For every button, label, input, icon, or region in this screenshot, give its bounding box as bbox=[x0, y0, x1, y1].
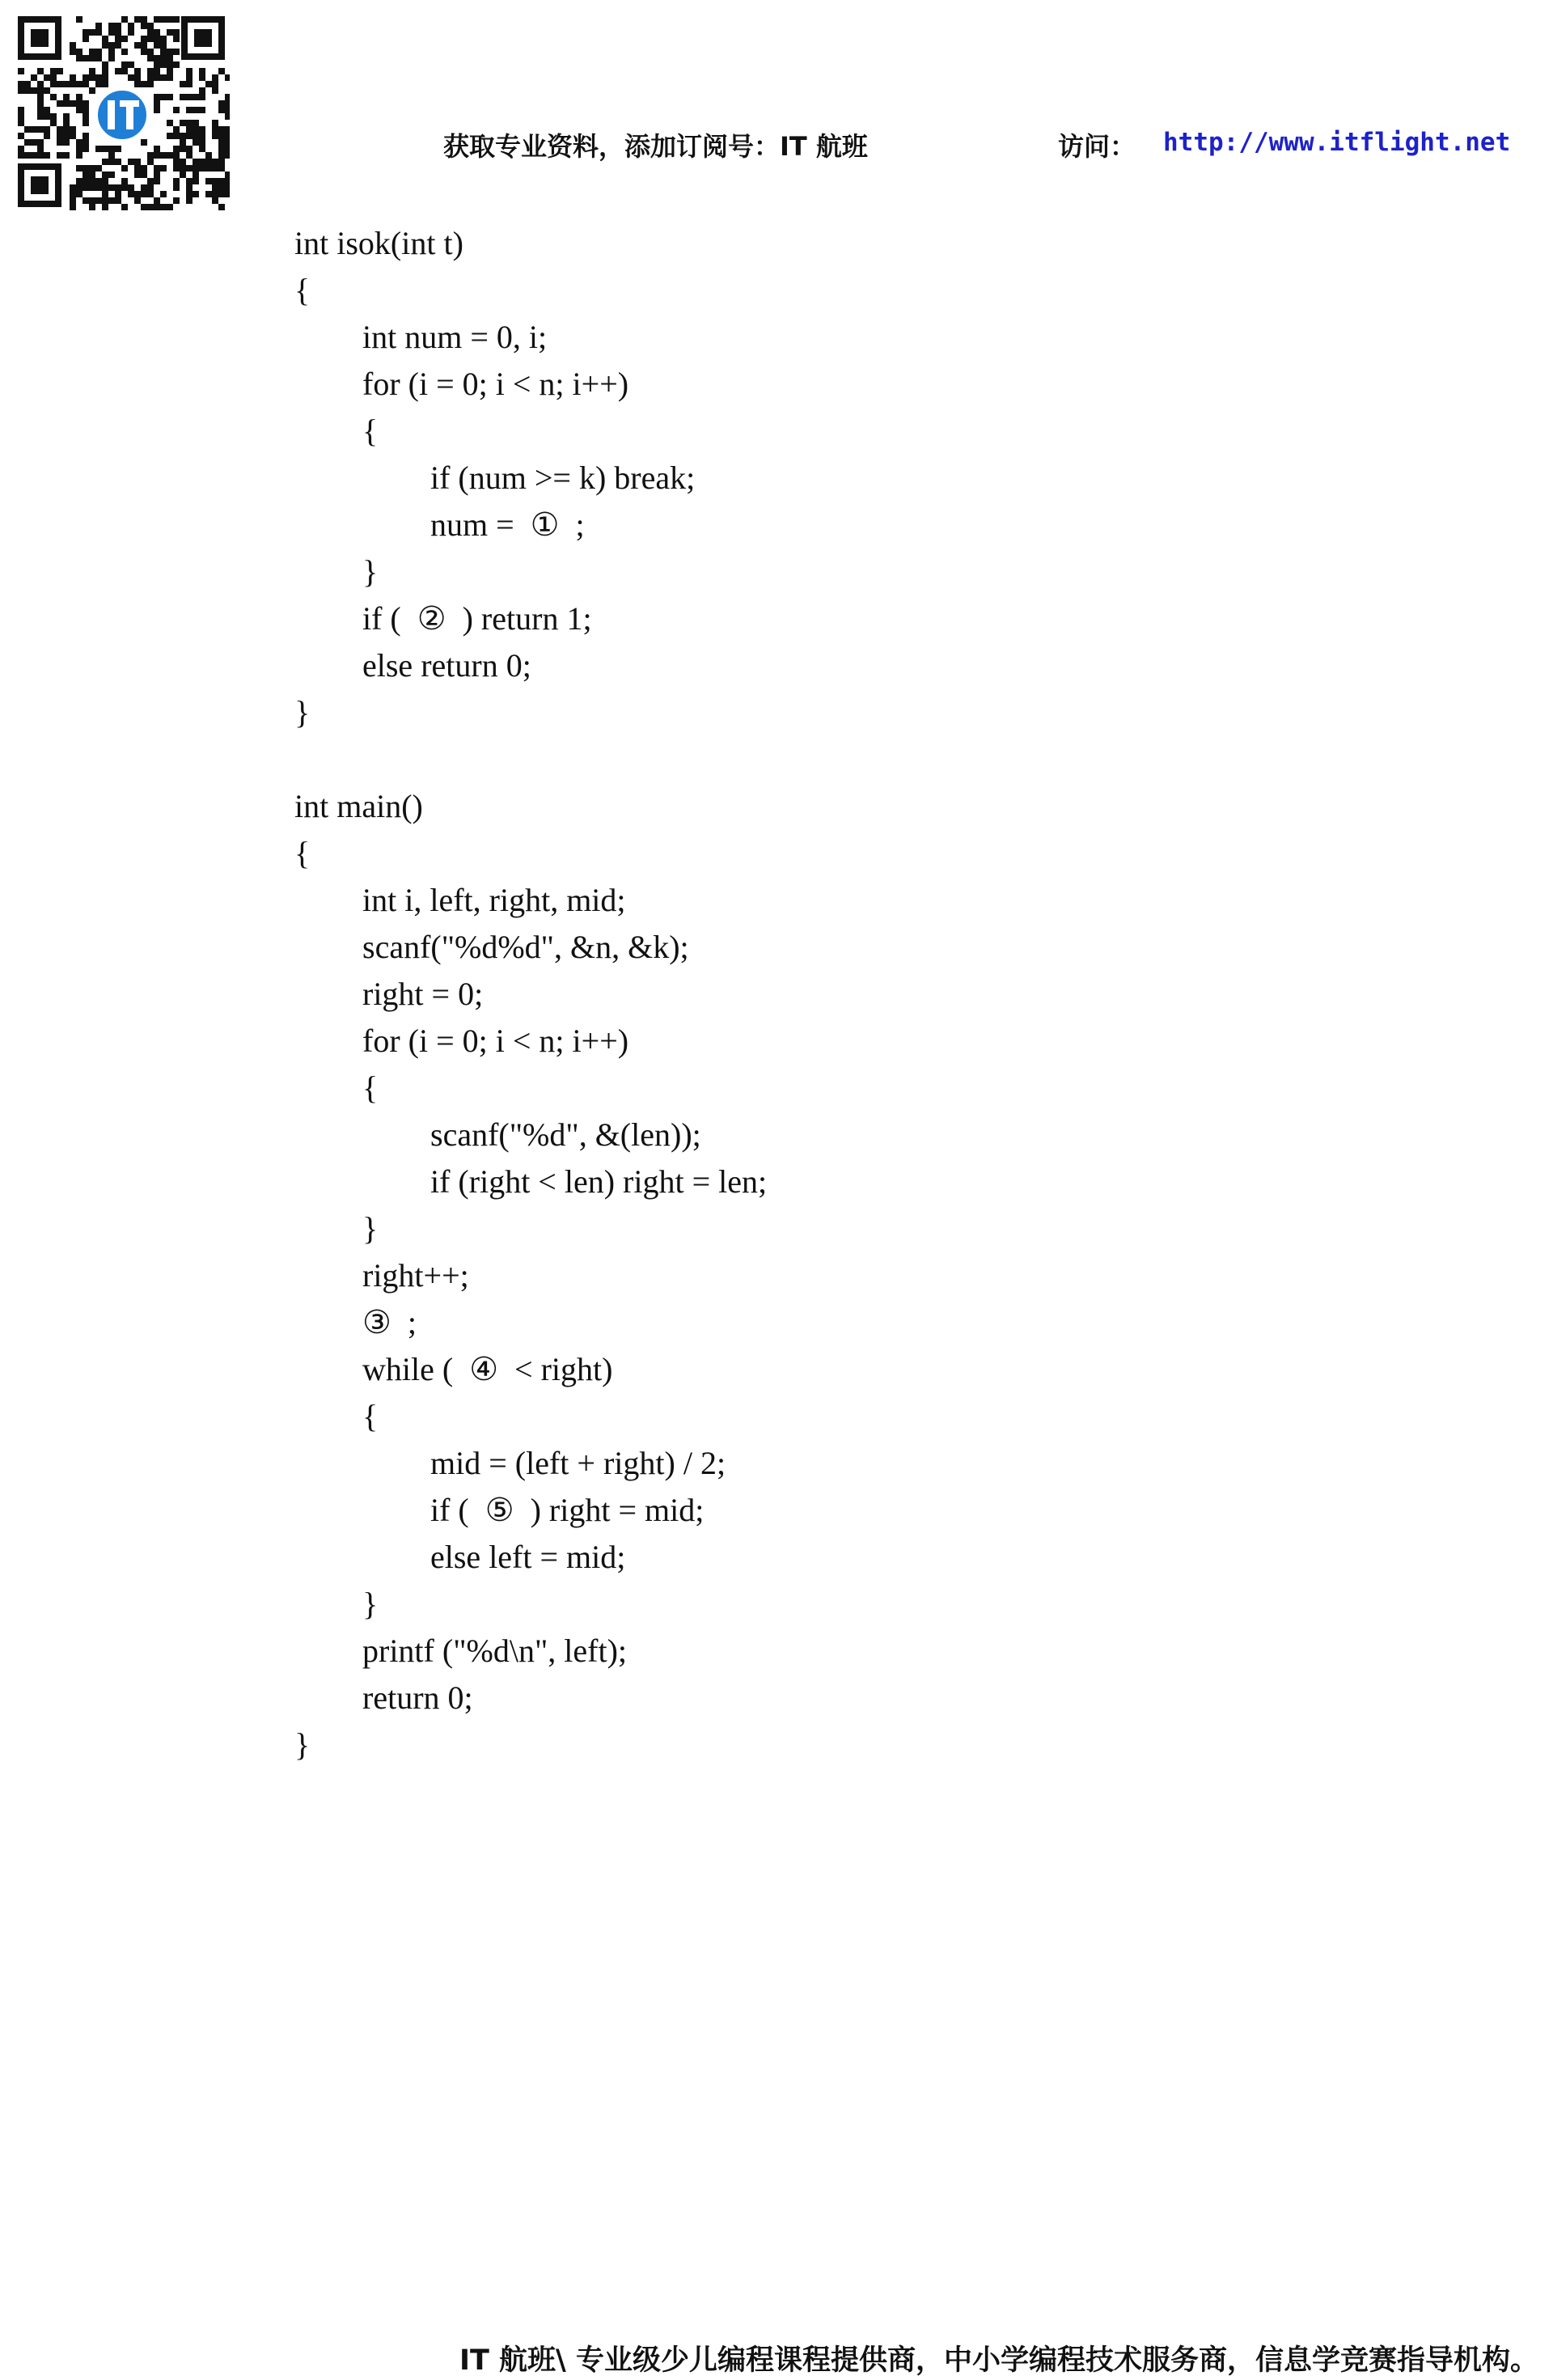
code-line: for (i = 0; i < n; i++) bbox=[362, 366, 629, 402]
code-line: { bbox=[362, 1069, 379, 1106]
code-line: else return 0; bbox=[362, 647, 531, 684]
code-line: } bbox=[294, 694, 311, 731]
website-link[interactable]: http://www.itflight.net bbox=[1163, 128, 1511, 157]
code-line: if ( ⑤ ) right = mid; bbox=[430, 1492, 705, 1528]
qr-code-logo-icon bbox=[15, 13, 230, 210]
visit-label: 访问： bbox=[1058, 131, 1136, 162]
code-listing bbox=[0, 220, 1553, 1789]
code-line: int num = 0, i; bbox=[362, 319, 548, 355]
code-line: num = ① ; bbox=[430, 506, 585, 543]
code-line: scanf("%d", &(len)); bbox=[430, 1116, 701, 1153]
code-line: if ( ② ) return 1; bbox=[362, 600, 592, 637]
code-line: right++; bbox=[362, 1257, 469, 1294]
code-line: int i, left, right, mid; bbox=[362, 882, 626, 918]
code-line: } bbox=[362, 553, 379, 590]
code-line: right = 0; bbox=[362, 976, 484, 1012]
code-line: } bbox=[362, 1586, 379, 1622]
code-line: } bbox=[362, 1210, 379, 1247]
code-line: int main() bbox=[294, 788, 423, 824]
page-footer bbox=[0, 2338, 1553, 2377]
code-line: { bbox=[362, 413, 379, 449]
code-line: ③ ; bbox=[362, 1304, 417, 1340]
code-line: int isok(int t) bbox=[294, 225, 463, 261]
code-line: scanf("%d%d", &n, &k); bbox=[362, 929, 689, 965]
code-line: for (i = 0; i < n; i++) bbox=[362, 1023, 629, 1059]
code-line: { bbox=[294, 272, 311, 308]
code-line: while ( ④ < right) bbox=[362, 1351, 613, 1387]
code-line: if (right < len) right = len; bbox=[430, 1163, 768, 1200]
code-line: } bbox=[294, 1726, 311, 1763]
code-line: else left = mid; bbox=[430, 1539, 626, 1575]
code-line: mid = (left + right) / 2; bbox=[430, 1445, 726, 1481]
code-line: { bbox=[362, 1398, 379, 1434]
code-line: { bbox=[294, 835, 311, 871]
code-line: return 0; bbox=[362, 1679, 473, 1716]
code-line: printf ("%d\n", left); bbox=[362, 1633, 628, 1669]
page-header bbox=[0, 126, 1553, 167]
footer-text: IT 航班\ 专业级少儿编程课程提供商，中小学编程技术服务商，信息学竞赛指导机构。 bbox=[459, 2344, 1538, 2377]
subscription-promo-text: 获取专业资料，添加订阅号：IT 航班 bbox=[443, 131, 868, 162]
code-line: if (num >= k) break; bbox=[430, 459, 696, 496]
